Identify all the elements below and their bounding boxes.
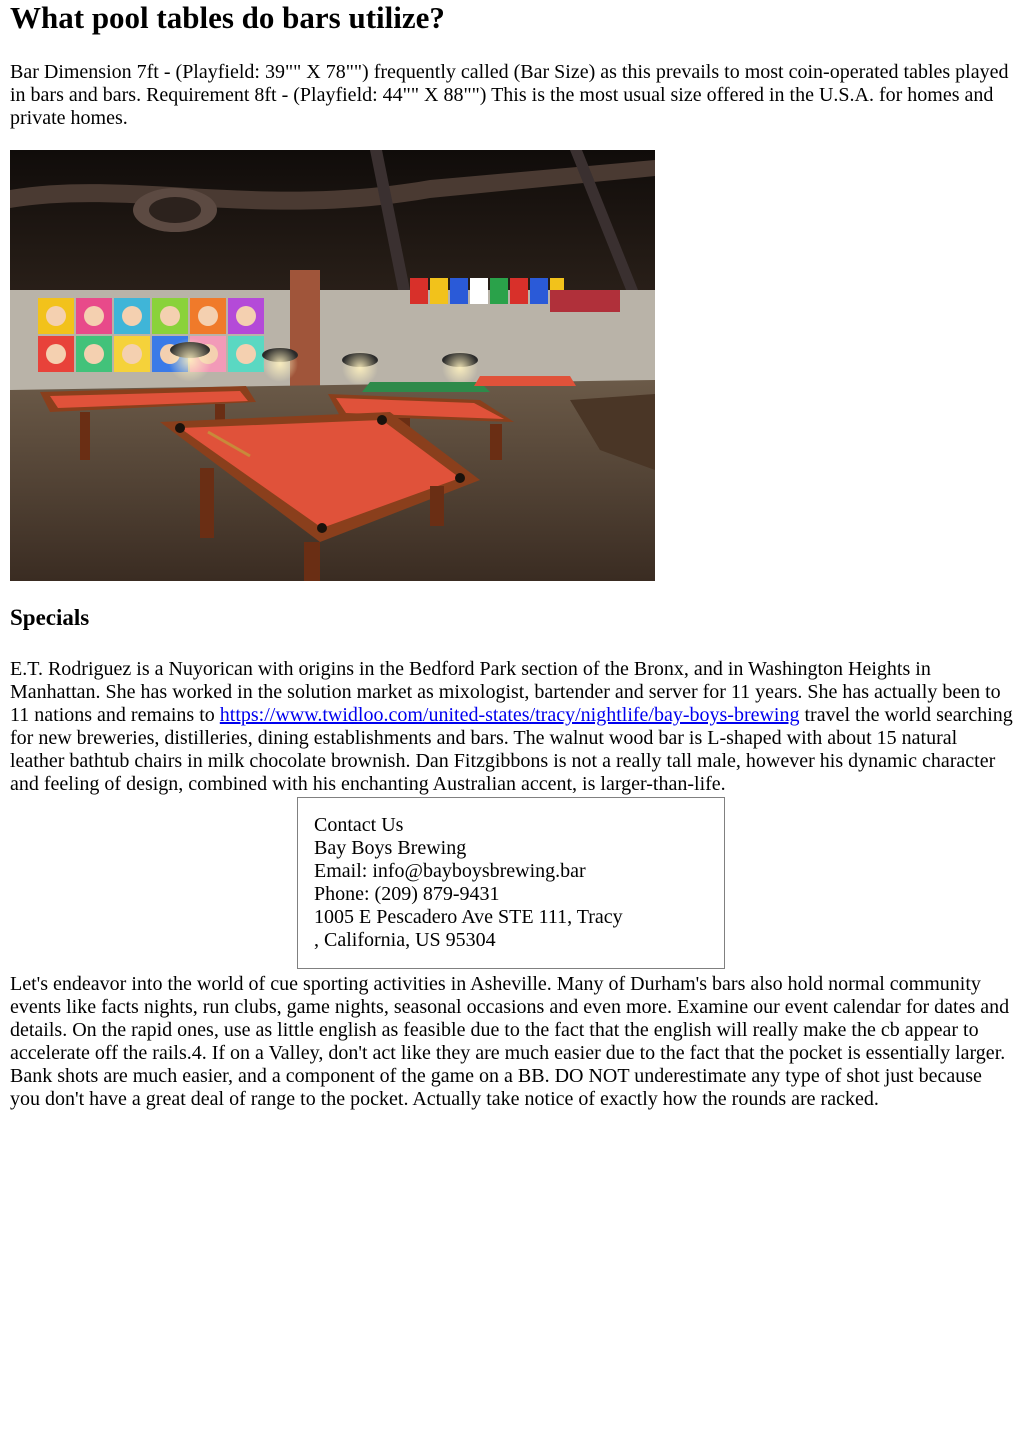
contact-box (297, 797, 725, 969)
contact-address-line-1: 1005 E Pescadero Ave STE 111, Tracy (314, 906, 623, 928)
pool-hall-photo (10, 150, 655, 581)
bay-boys-brewing-link[interactable]: https://www.twidloo.com/united-states/tracy/nightlife/bay-boys-brewing (219, 704, 800, 726)
page-title: What pool tables do bars utilize? (10, 0, 445, 35)
specials-text-before-link: E.T. Rodriguez is a Nuyorican with origins in the Bedford Park section of the Bronx, and in Washington Heights in Manhattan. She has worked in the solution market as mixologist, bartender and server for 11 years. She has actually been to 11 nations and remains to (10, 658, 1001, 726)
contact-phone: Phone: (209) 879-9431 (314, 883, 500, 905)
specials-text-after-link: travel the world searching for new breweries, distilleries, dining establishments and bars. The walnut wood bar is L-shaped with about 15 natural leather bathtub chairs in milk chocolate brownish. Dan Fitzgibbons is not a really tall male, however his dynamic character and feeling of design, combined with his enchanting Australian accent, is larger-than-life. (10, 704, 1013, 795)
section-heading-specials: Specials (10, 605, 90, 630)
closing-paragraph: Let's endeavor into the world of cue sporting activities in Asheville. Many of Durham's bars also hold normal community events like facts nights, run clubs, game nights, seasonal occasions and even more. Examine our event calendar for dates and details. On the rapid ones, use as little english as feasible due to the fact that the english will really make the cb appear to accelerate off the rails.4. If on a Valley, don't act like they are much easier due to the fact that the pocket is essentially larger. Bank shots are much easier, and a component of the game on a BB. DO NOT underestimate any type of shot just because you don't have a great deal of range to the pocket. Actually take notice of exactly how the rounds are racked. (10, 973, 1010, 1110)
pool-hall-illustration (10, 150, 655, 581)
specials-paragraph (10, 658, 1014, 796)
contact-heading: Contact Us (314, 814, 404, 836)
contact-business-name: Bay Boys Brewing (314, 837, 467, 859)
contact-email: Email: info@bayboysbrewing.bar (314, 860, 586, 882)
contact-address-line-2: , California, US 95304 (314, 929, 496, 951)
intro-paragraph: Bar Dimension 7ft - (Playfield: 39"" X 78"") frequently called (Bar Size) as this prevails to most coin-operated tables played in bars and bars. Requirement 8ft - (Playfield: 44"" X 88"") This is the most usual size offered in the U.S.A. for homes and private homes. (10, 61, 1009, 129)
